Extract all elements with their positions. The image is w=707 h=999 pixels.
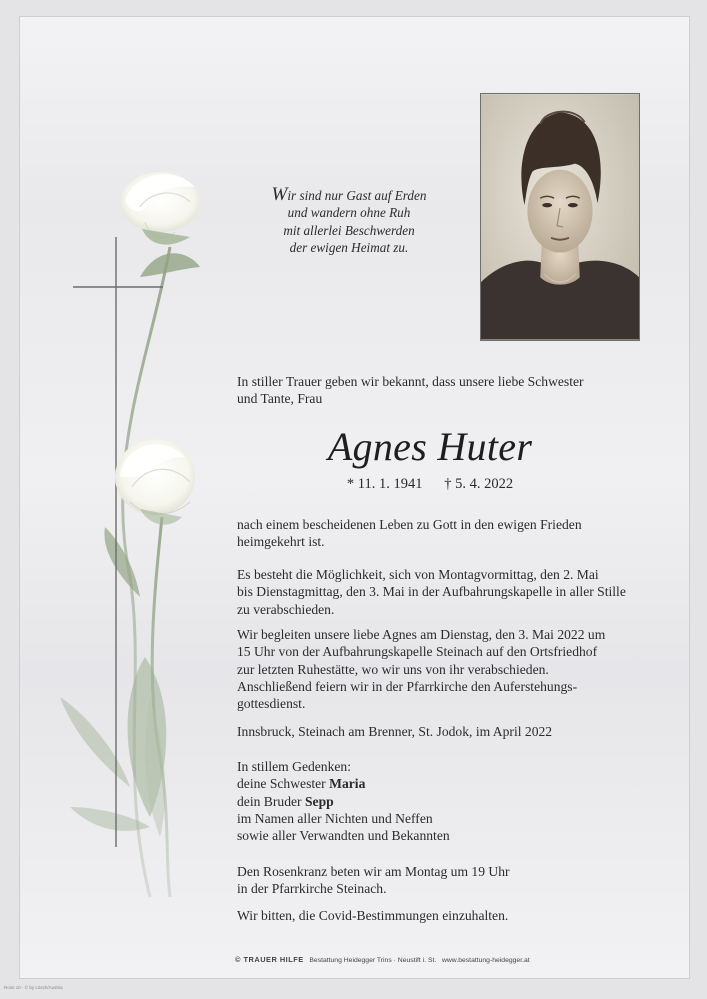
quote-line-4: der ewigen Heimat zu. xyxy=(289,239,409,255)
text-line: Innsbruck, Steinach am Brenner, St. Jodok, im April 2022 xyxy=(237,724,553,739)
obituary-card xyxy=(19,16,690,979)
paragraph-rosary xyxy=(237,863,510,898)
paragraph-viewing xyxy=(237,566,626,618)
leaf xyxy=(140,253,200,277)
leaf xyxy=(60,697,130,787)
leaf xyxy=(104,527,140,597)
text-line: heimgekehrt ist. xyxy=(237,534,325,550)
announcement-line-1: In stiller Trauer geben wir bekannt, dass unsere liebe Schwester xyxy=(237,374,584,389)
quote-line-3: mit allerlei Beschwerden xyxy=(283,222,415,238)
quote-initial: W xyxy=(271,184,288,205)
text-line: zur letzten Ruhestätte, wo wir uns von ihr verabschieden. xyxy=(237,661,549,677)
paragraph-covid xyxy=(237,907,508,924)
mourner-relation: deine Schwester xyxy=(237,776,326,792)
announcement-line-2: und Tante, Frau xyxy=(237,391,323,407)
paragraph-life xyxy=(237,516,582,551)
mourner-name: Sepp xyxy=(304,793,334,809)
death-date: † 5. 4. 2022 xyxy=(444,476,514,492)
paragraph-funeral xyxy=(237,626,605,712)
footer-company: Bestattung Heidegger Trins · Neustift i. St. xyxy=(309,957,437,964)
text-line: sowie aller Verwandten und Bekannten xyxy=(237,828,450,844)
text-line: Es besteht die Möglichkeit, sich von Montagvormittag, den 2. Mai xyxy=(237,567,599,582)
rose-illustration xyxy=(50,157,250,917)
rose-bloom-lower xyxy=(115,439,195,525)
memorial-quote xyxy=(220,185,478,256)
footer-website: www.bestattung-heidegger.at xyxy=(441,957,530,964)
mourner-sister xyxy=(237,775,450,792)
mourner-brother xyxy=(237,793,450,810)
text-line: im Namen aller Nichten und Neffen xyxy=(237,810,433,826)
trauer-hilfe-logo: © TRAUER HILFE xyxy=(235,955,304,964)
text-line: Wir bitten, die Covid-Bestimmungen einzuhalten. xyxy=(237,908,509,923)
mourners-list xyxy=(237,758,450,844)
text-line: Wir begleiten unsere liebe Agnes am Dienstag, den 3. Mai 2022 um xyxy=(237,627,606,642)
mourners-heading: In stillem Gedenken: xyxy=(237,759,352,774)
quote-line-1: ir sind nur Gast auf Erden xyxy=(287,188,427,203)
text-line: nach einem bescheidenen Leben zu Gott in den ewigen Frieden xyxy=(237,517,582,532)
place-and-date xyxy=(237,723,552,740)
birth-date: * 11. 1. 1941 xyxy=(346,476,423,492)
rose-bloom-top xyxy=(120,172,200,245)
image-credit: Rose 10 · © by Lösch/Austria xyxy=(4,985,63,990)
announcement xyxy=(237,373,584,408)
text-line: 15 Uhr von der Aufbahrungskapelle Steinach auf den Ortsfriedhof xyxy=(237,644,598,660)
mourner-relation: dein Bruder xyxy=(237,793,302,809)
text-line: in der Pfarrkirche Steinach. xyxy=(237,881,387,897)
deceased-name: Agnes Huter xyxy=(327,424,533,469)
footer xyxy=(235,955,530,964)
text-line: zu verabschieden. xyxy=(237,601,335,617)
life-dates xyxy=(260,475,600,493)
text-line: Den Rosenkranz beten wir am Montag um 19 Uhr xyxy=(237,864,510,879)
portrait-photo xyxy=(480,93,640,341)
quote-line-2: und wandern ohne Ruh xyxy=(287,205,411,221)
text-line: gottesdienst. xyxy=(237,696,306,712)
mourner-name: Maria xyxy=(329,776,366,792)
text-line: bis Dienstagmittag, den 3. Mai in der Aufbahrungskapelle in aller Stille xyxy=(237,584,626,600)
text-line: Anschließend feiern wir in der Pfarrkirche den Auferstehungs- xyxy=(237,678,578,694)
